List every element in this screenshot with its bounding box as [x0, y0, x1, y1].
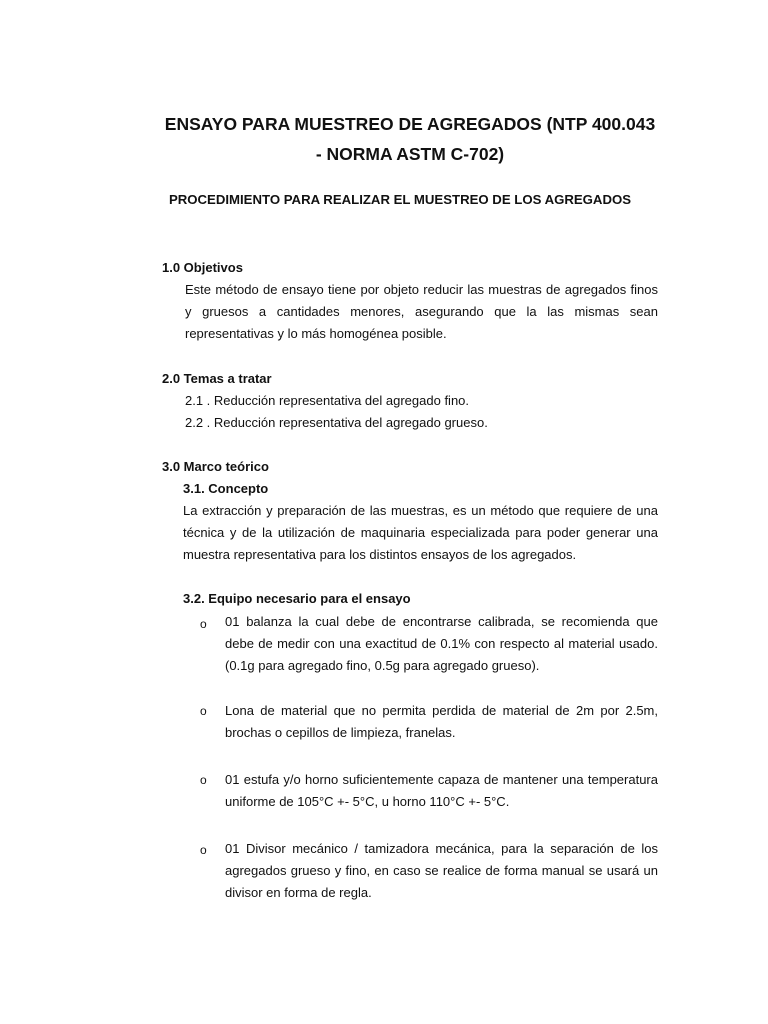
document-title-line-1: ENSAYO PARA MUESTREO DE AGREGADOS (NTP 400.043 — [164, 114, 656, 134]
section-heading-marco-teorico: 3.0 Marco teórico — [162, 459, 269, 474]
section-heading-temas: 2.0 Temas a tratar — [162, 371, 272, 386]
concepto-paragraph: La extracción y preparación de las muestras, es un método que requiere de una técnica y de la utilización de maquinaria especializada para poder generar una muestra representativa para los distintos ensayos de los agregados. — [183, 503, 658, 562]
bullet-marker: o — [200, 617, 207, 631]
equipo-item-balanza: 01 balanza la cual debe de encontrarse calibrada, se recomienda que debe de medir con una exactitud de 0.1% con respecto al material usado. (0.1g para agregado fino, 0.5g para agregado grueso). — [225, 614, 658, 673]
equipo-item-divisor: 01 Divisor mecánico / tamizadora mecánica, para la separación de los agregados grueso y fino, en caso se realice de forma manual se usará un divisor en forma de regla. — [225, 841, 658, 900]
subsection-heading-equipo: 3.2. Equipo necesario para el ensayo — [183, 591, 411, 606]
equipo-item-estufa: 01 estufa y/o horno suficientemente capaza de mantener una temperatura uniforme de 105°C +- 5°C, u horno 110°C +- 5°C. — [225, 772, 658, 809]
bullet-marker: o — [200, 773, 207, 787]
bullet-marker: o — [200, 704, 207, 718]
document-subtitle: PROCEDIMIENTO PARA REALIZAR EL MUESTREO DE LOS AGREGADOS — [168, 192, 632, 207]
temas-item-1: 2.1 . Reducción representativa del agregado fino. — [185, 393, 470, 408]
section-heading-objetivos: 1.0 Objetivos — [162, 260, 243, 275]
equipo-item-lona: Lona de material que no permita perdida de material de 2m por 2.5m, brochas o cepillos de limpieza, franelas. — [225, 703, 658, 740]
bullet-marker: o — [200, 843, 207, 857]
document-title-line-2: - NORMA ASTM C-702) — [315, 144, 505, 164]
objetivos-paragraph: Este método de ensayo tiene por objeto reducir las muestras de agregados finos y gruesos a cantidades menores, asegurando que la las mismas sean representativas y lo más homogénea posible. — [185, 282, 658, 341]
temas-item-2: 2.2 . Reducción representativa del agregado grueso. — [185, 415, 488, 430]
subsection-heading-concepto: 3.1. Concepto — [183, 481, 269, 496]
